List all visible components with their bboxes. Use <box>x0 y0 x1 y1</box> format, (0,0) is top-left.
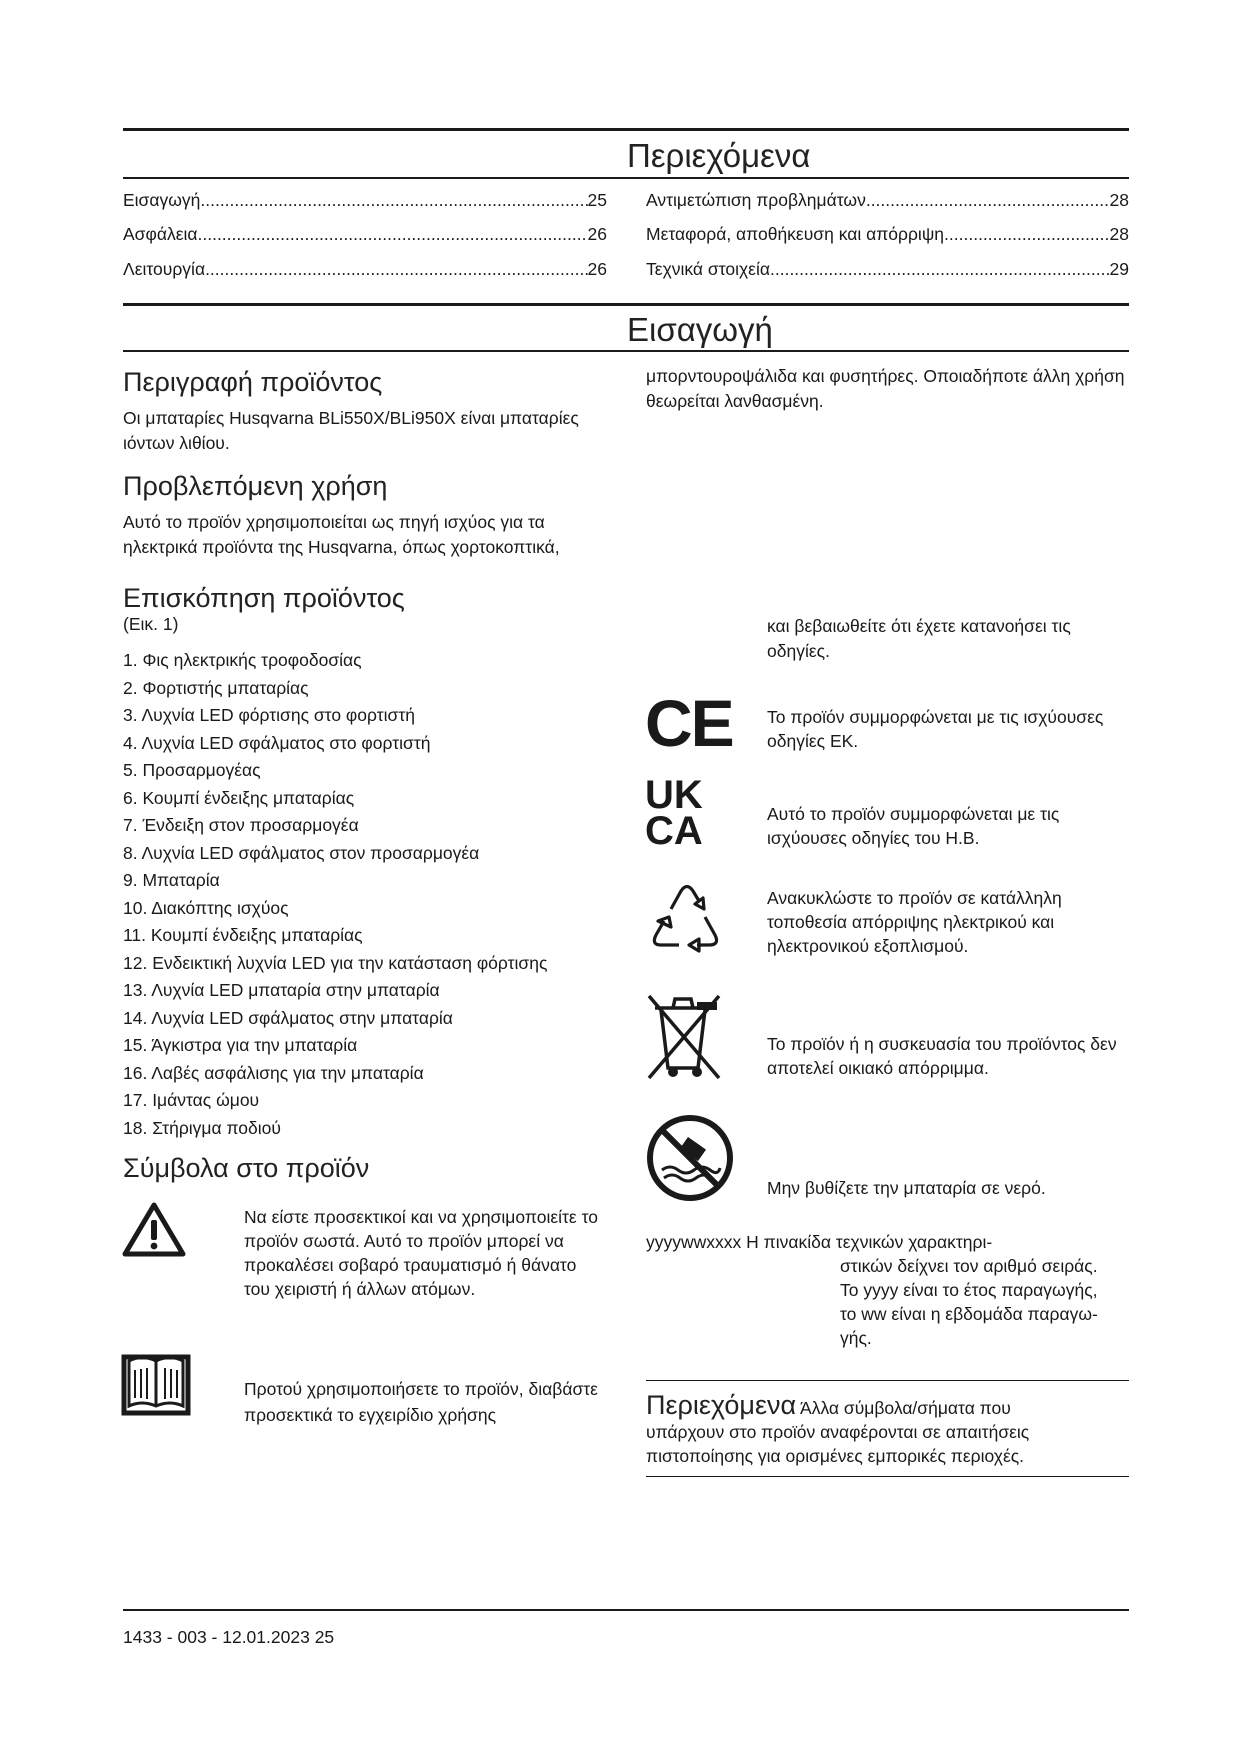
warning-triangle-icon <box>121 1200 187 1263</box>
note-block: Περιεχόμενα Άλλα σύμβολα/σήματα που υπάρχουν στο προϊόν αναφέρονται σε απαιτήσεις πιστοποίησης για ορισμένες εμπορικές περιοχές. <box>646 1390 1030 1466</box>
top-rule <box>123 128 1129 131</box>
manual-book-icon <box>121 1348 191 1423</box>
manual-symbol-text-continued: και βεβαιωθείτε ότι έχετε κατανοήσει τις οδηγίες. <box>767 616 1071 661</box>
symbols-heading: Σύμβολα στο προϊόν <box>123 1153 370 1183</box>
list-item: 4. Λυχνία LED σφάλματος στο φορτιστή <box>123 732 431 753</box>
no-water-icon <box>644 1112 736 1209</box>
toc-entry[interactable]: Αντιμετώπιση προβλημάτων ..... 28 <box>646 189 1129 211</box>
warning-symbol-text: Να είστε προσεκτικοί και να χρησιμοποιείτε το προϊόν σωστά. Αυτό το προϊόν μπορεί να προκαλέσει σοβαρό τραυματισμό ή θάνατο του χειριστή ή άλλων ατόμων. <box>244 1207 598 1299</box>
toc-entry[interactable]: Ασφάλεια ..... 26 <box>123 223 607 245</box>
intended-use-continued: μπορντουροψάλιδα και φυσητήρες. Οποιαδήποτε άλλη χρήση θεωρείται λανθασμένη. <box>646 366 1125 411</box>
serial-text: Η πινακίδα τεχνικών χαρακτηρι- <box>746 1232 993 1252</box>
list-item: 15. Άγκιστρα για την μπαταρία <box>123 1035 358 1055</box>
section-title-rule <box>123 350 1129 352</box>
list-item: 6. Κουμπί ένδειξης μπαταρίας <box>123 787 355 808</box>
section-title: Εισαγωγή <box>627 311 773 348</box>
description-heading: Περιγραφή προϊόντος <box>123 367 383 397</box>
note-bottom-rule <box>646 1476 1129 1477</box>
manual-symbol-text: Προτού χρησιμοποιήσετε το προϊόν, διαβάστε προσεκτικά το εγχειρίδιο χρήσης <box>244 1379 598 1425</box>
recycle-icon <box>643 873 731 966</box>
serial-description: στικών δείχνει τον αριθμό σειράς. Το yyyy είναι το έτος παραγωγής, το ww είναι η εβδομάδα παραγω- γής. <box>840 1256 1098 1348</box>
overview-heading: Επισκόπηση προϊόντος <box>123 583 405 613</box>
weee-symbol-text: Το προϊόν ή η συσκευασία του προϊόντος δεν αποτελεί οικιακό απόρριμμα. <box>767 1034 1117 1078</box>
ce-mark-icon: CE <box>645 686 733 760</box>
note-top-rule <box>646 1380 1129 1381</box>
list-item: 18. Στήριγμα ποδιού <box>123 1117 281 1138</box>
toc-entry[interactable]: Λειτουργία ..... 26 <box>123 258 607 280</box>
toc-entry[interactable]: Εισαγωγή ..... 25 <box>123 189 607 211</box>
note-label: Περιεχόμενα <box>646 1390 797 1420</box>
intended-use-heading: Προβλεπόμενη χρήση <box>123 471 388 501</box>
footer-doc-id: 1433 - 003 - 12.01.2023 <box>123 1627 310 1647</box>
note-first-line: Άλλα σύμβολα/σήματα που <box>800 1398 1011 1418</box>
toc-title: Περιεχόμενα <box>627 137 811 174</box>
section-rule <box>123 303 1129 306</box>
list-item: 1. Φις ηλεκτρικής τροφοδοσίας <box>123 650 362 670</box>
toc-entry[interactable]: Μεταφορά, αποθήκευση και απόρριψη ..... 28 <box>646 223 1129 245</box>
toc-entry[interactable]: Τεχνικά στοιχεία ..... 29 <box>646 258 1129 280</box>
list-item: 14. Λυχνία LED σφάλματος στην μπαταρία <box>123 1007 453 1028</box>
list-item: 10. Διακόπτης ισχύος <box>123 897 289 918</box>
description-text: Οι μπαταρίες Husqvarna BLi550X/BLi950X είναι μπαταρίες ιόντων λιθίου. <box>123 408 579 453</box>
recycle-symbol-text: Ανακυκλώστε το προϊόν σε κατάλληλη τοποθεσία απόρριψης ηλεκτρικού και ηλεκτρονικού εξοπλισμού. <box>767 888 1062 956</box>
list-item: 2. Φορτιστής μπαταρίας <box>123 677 309 698</box>
footer <box>123 1626 334 1648</box>
list-item: 12. Ενδεικτική λυχνία LED για την κατάσταση φόρτισης <box>123 952 548 973</box>
list-item: 17. Ιμάντας ώμου <box>123 1090 260 1110</box>
ukca-mark-icon: UK CA <box>645 773 703 853</box>
list-item: 16. Λαβές ασφάλισης για την μπαταρία <box>123 1062 424 1083</box>
water-symbol-text: Μην βυθίζετε την μπαταρία σε νερό. <box>767 1178 1046 1198</box>
crossed-out-bin-icon <box>645 988 725 1089</box>
list-item: 9. Μπαταρία <box>123 870 220 890</box>
toc-title-rule <box>123 177 1129 179</box>
list-item: 13. Λυχνία LED μπαταρία στην μπαταρία <box>123 980 440 1000</box>
list-item: 5. Προσαρμογέας <box>123 760 261 780</box>
list-item: 11. Κουμπί ένδειξης μπαταρίας <box>123 925 363 945</box>
list-item: 8. Λυχνία LED σφάλματος στον προσαρμογέα <box>123 842 480 863</box>
intended-use-text: Αυτό το προϊόν χρησιμοποιείται ως πηγή ισχύος για τα ηλεκτρικά προϊόντα της Husqvarna, όπως χορτοκοπτικά, <box>123 512 560 557</box>
serial-first-line <box>646 1230 1129 1254</box>
overview-figure-ref: (Εικ. 1) <box>123 614 179 634</box>
overview-list <box>123 647 547 1142</box>
page-number: 25 <box>314 1627 335 1647</box>
list-item: 7. Ένδειξη στον προσαρμογέα <box>123 815 359 835</box>
serial-code: yyyywwxxxx <box>646 1232 742 1252</box>
ukca-symbol-text: Αυτό το προϊόν συμμορφώνεται με τις ισχύουσες οδηγίες του Η.Β. <box>767 804 1060 848</box>
list-item: 3. Λυχνία LED φόρτισης στο φορτιστή <box>123 705 415 725</box>
ce-symbol-text: Το προϊόν συμμορφώνεται με τις ισχύουσες οδηγίες ΕΚ. <box>767 707 1104 751</box>
footer-rule <box>123 1609 1129 1611</box>
